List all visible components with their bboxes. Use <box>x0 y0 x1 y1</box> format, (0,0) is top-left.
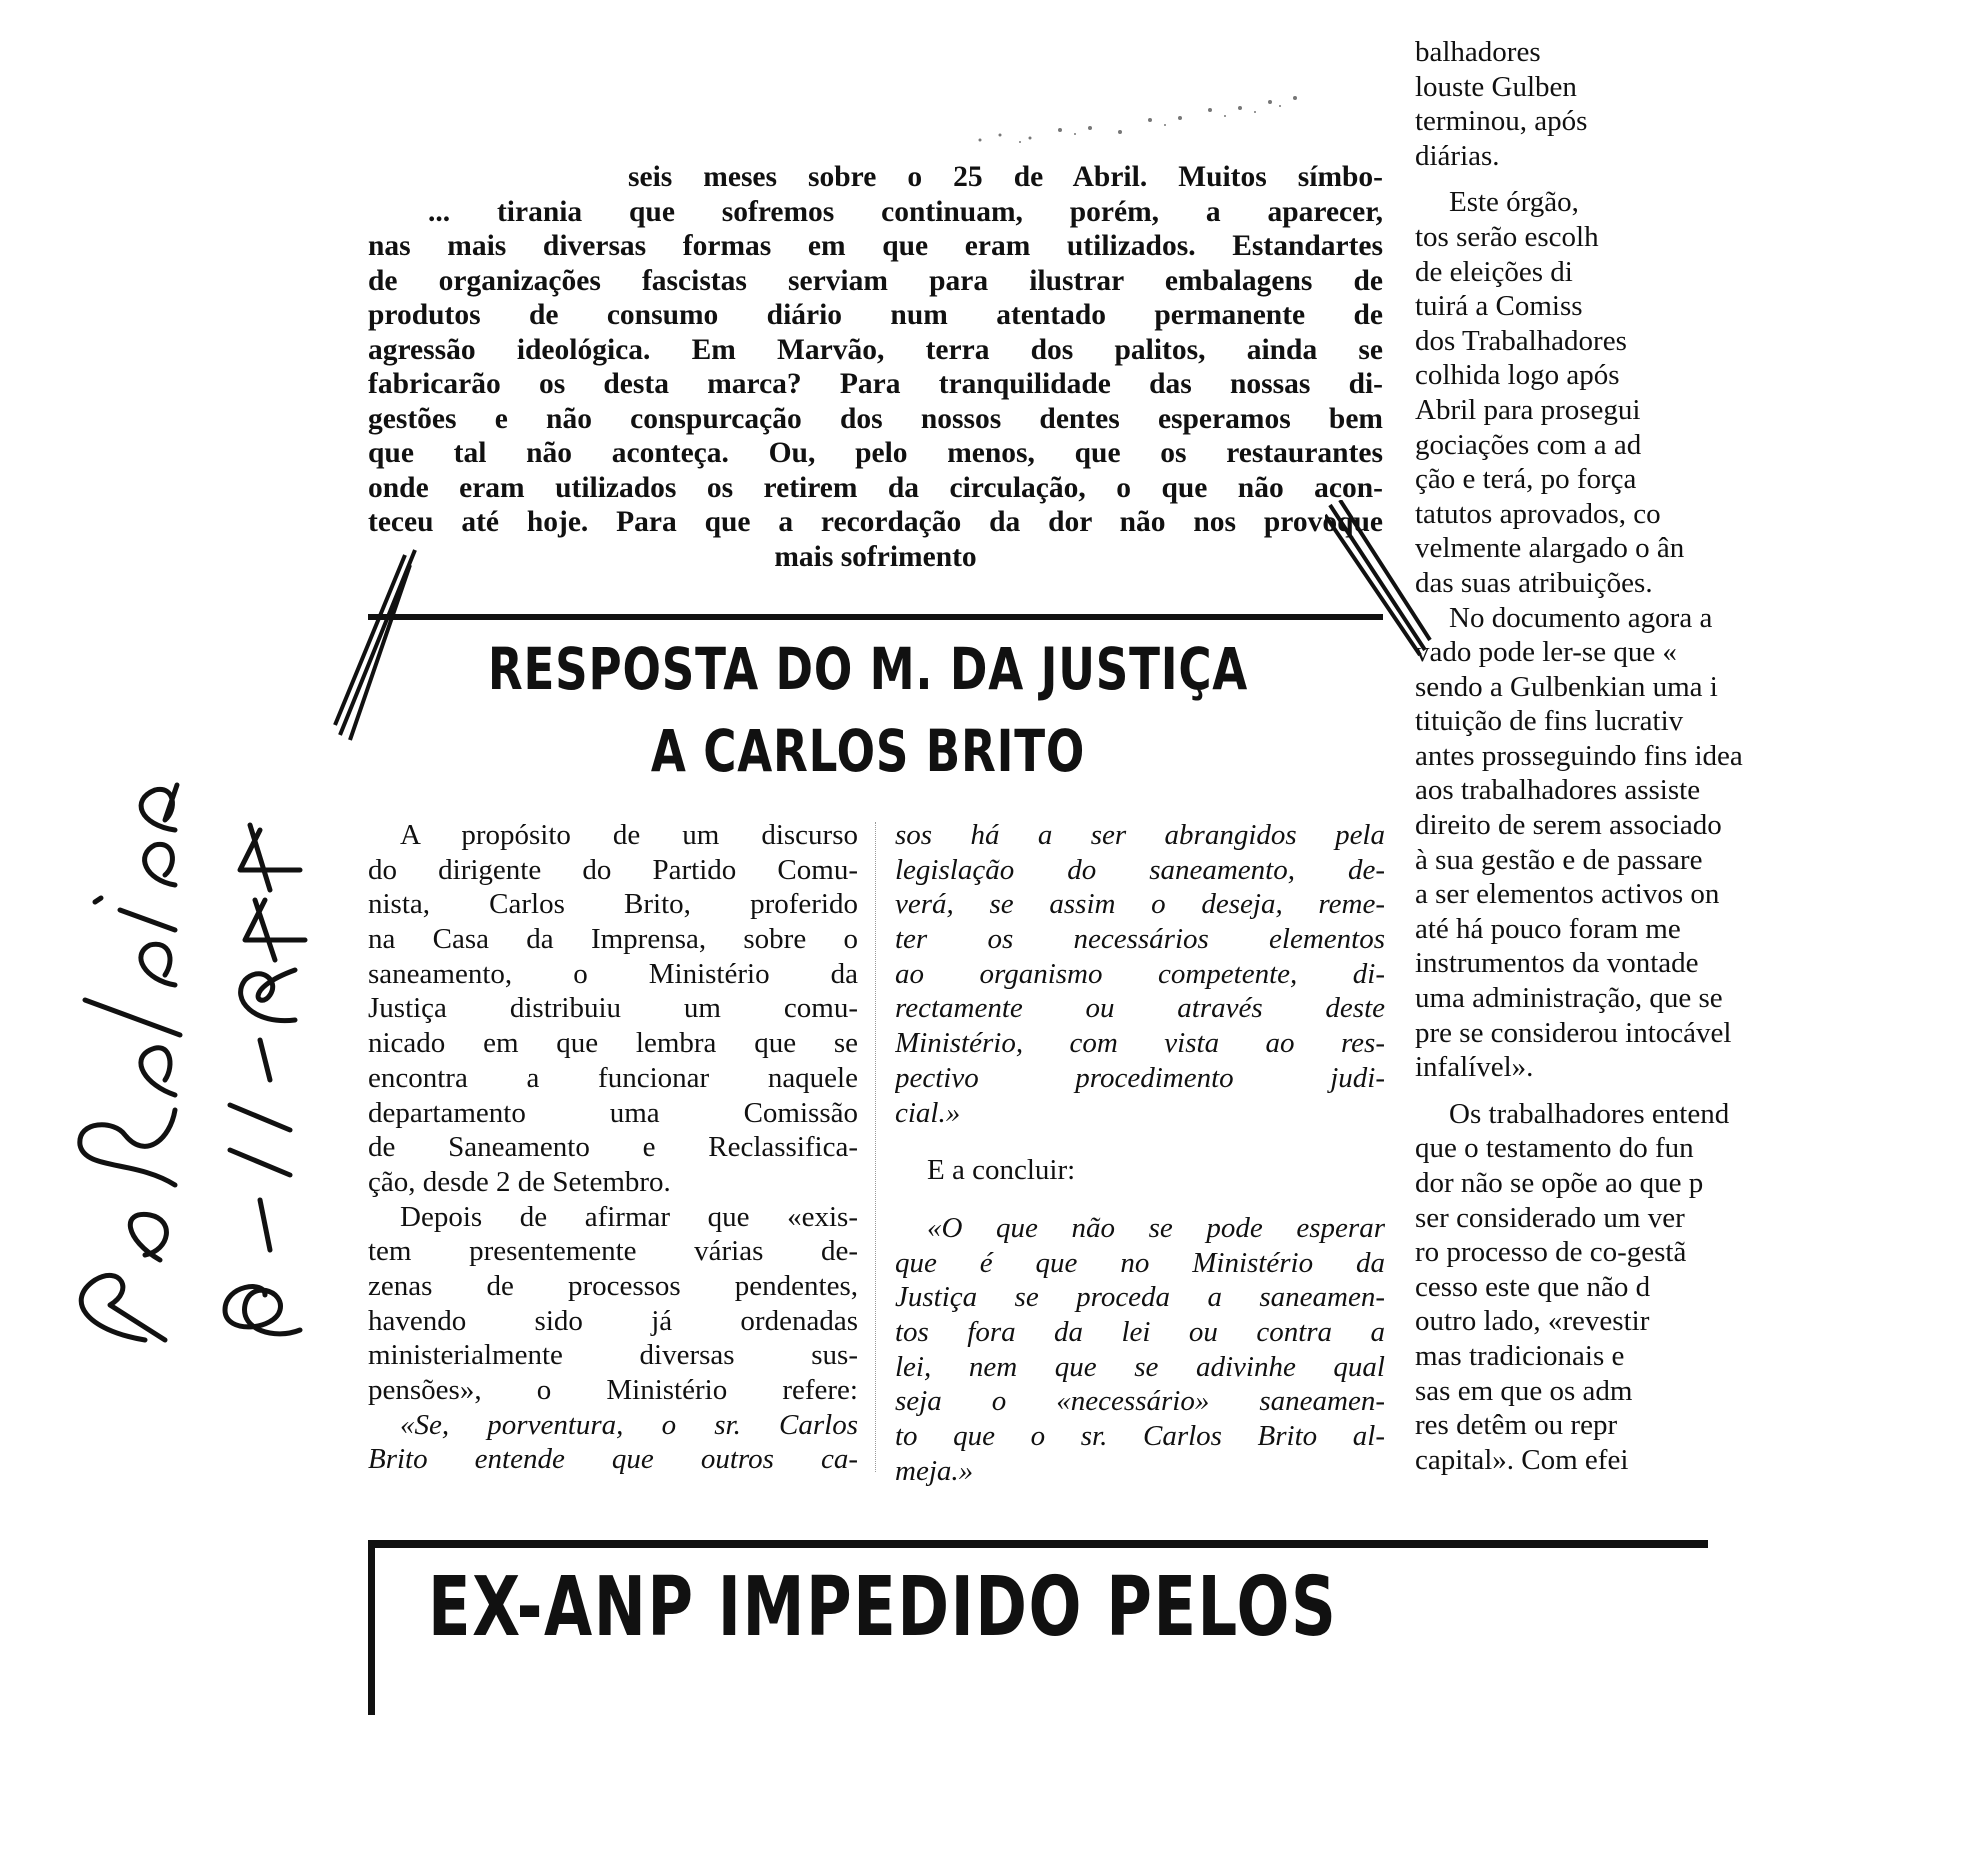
headline-line-1: RESPOSTA DO M. DA JUSTIÇA <box>487 635 1249 703</box>
article-line: Justiça se proceda a saneamen- <box>895 1281 1385 1314</box>
article-line: zenas de processos pendentes, <box>368 1269 858 1302</box>
top-article <box>368 160 1383 574</box>
top-article-line: nas mais diversas formas em que eram utilizados. Estandartes <box>368 230 1383 262</box>
right-column-line: das suas atribuições. <box>1415 566 1653 599</box>
right-column-line: Abril para prosegui <box>1415 393 1641 426</box>
column-divider <box>875 822 876 1472</box>
article-line: legislação do saneamento, de- <box>895 853 1385 886</box>
right-column-line: tos serão escolh <box>1415 220 1599 253</box>
article-line: Depois de afirmar que «exis- <box>400 1200 858 1233</box>
top-article-line: agressão ideológica. Em Marvão, terra dos palitos, ainda se <box>368 333 1383 366</box>
article-line: to que o sr. Carlos Brito al- <box>895 1420 1385 1452</box>
top-article-line: teceu até hoje. Para que a recordação da dor não nos provoque <box>368 506 1383 538</box>
article-line: tos fora da lei ou contra a <box>895 1315 1385 1348</box>
bottom-section-vertical-rule <box>368 1540 375 1715</box>
right-column-line: a ser elementos activos on <box>1415 878 1720 911</box>
article-line: encontra a funcionar naquele <box>368 1061 858 1094</box>
article-line: ministerialmente diversas sus- <box>368 1339 858 1372</box>
article-line: sos há a ser abrangidos pela <box>895 819 1385 851</box>
right-column-line: res detêm ou repr <box>1415 1409 1618 1442</box>
right-column-line: até há pouco foram me <box>1415 912 1681 945</box>
bottom-headline <box>428 1560 1625 1655</box>
top-article-line: ... tirania que sofremos continuam, porém, a aparecer, <box>428 195 1383 228</box>
top-article-line: que tal não aconteça. Ou, pelo menos, que os restaurantes <box>368 437 1383 469</box>
right-column-line: Este órgão, <box>1449 186 1579 219</box>
article-line: «Se, porventura, o sr. Carlos <box>400 1408 858 1441</box>
top-article-line: gestões e não conspurcação dos nossos dentes esperamos bem <box>368 402 1383 435</box>
article-column-middle <box>895 818 1385 1488</box>
article-line: meja.» <box>895 1454 974 1487</box>
right-column-line: sendo a Gulbenkian uma i <box>1415 670 1718 703</box>
bottom-headline-text: EX-ANP IMPEDIDO PELOS <box>428 1560 1338 1655</box>
article-line: nicado em que lembra que se <box>368 1027 858 1060</box>
right-column-line: colhida logo após <box>1415 359 1620 392</box>
article-line: saneamento, o Ministério da <box>368 957 858 990</box>
top-article-line: mais sofrimento <box>774 540 977 573</box>
right-column-line: outro lado, «revestir <box>1415 1305 1650 1338</box>
right-column-line: que o testamento do fun <box>1415 1132 1694 1165</box>
article-line: nista, Carlos Brito, proferido <box>368 888 858 921</box>
right-column-line: diárias. <box>1415 139 1500 172</box>
right-column-line: No documento agora a <box>1449 601 1713 634</box>
right-column-line: direito de serem associado <box>1415 809 1722 842</box>
article-line: rectamente ou através deste <box>895 992 1385 1025</box>
right-column-article <box>1415 35 1895 1477</box>
right-column-line: pre se considerou intocável <box>1415 1016 1732 1049</box>
article-line: seja o «necessário» saneamen- <box>895 1385 1385 1418</box>
right-column-line: tituição de fins lucrativ <box>1415 705 1684 738</box>
right-column-line: capital». Com efei <box>1415 1443 1629 1476</box>
article-line: lei, nem que se adivinhe qual <box>895 1350 1385 1383</box>
right-column-line: terminou, após <box>1415 105 1588 138</box>
right-column-line: ção e terá, po força <box>1415 463 1637 496</box>
article-line: «O que não se pode esperar <box>927 1211 1385 1244</box>
top-article-line: de organizações fascistas serviam para ilustrar embalagens de <box>368 264 1383 297</box>
headline-line-2: A CARLOS BRITO <box>650 717 1086 785</box>
article-line: Brito entende que outros ca- <box>368 1443 858 1476</box>
top-article-line: fabricarão os desta marca? Para tranquilidade das nossas di- <box>368 368 1383 400</box>
right-column-line: velmente alargado o ân <box>1415 532 1685 565</box>
handwritten-annotation <box>25 640 335 1360</box>
print-speckle <box>960 90 1320 150</box>
right-column-line: mas tradicionais e <box>1415 1339 1625 1372</box>
article-line: pectivo procedimento judi- <box>895 1061 1385 1094</box>
article-line: Justiça distribuiu um comu- <box>368 992 858 1025</box>
article-line: cial.» <box>895 1096 961 1129</box>
right-column-line: de eleições di <box>1415 255 1573 288</box>
right-column-line: tuirá a Comiss <box>1415 290 1583 323</box>
article-line: tem presentemente várias de- <box>368 1235 858 1268</box>
right-column-line: cesso este que não d <box>1415 1270 1651 1303</box>
right-column-line: louste Gulben <box>1415 70 1577 103</box>
article-column-left <box>368 818 858 1477</box>
bottom-section-rule <box>368 1540 1708 1548</box>
right-column-line: infalível». <box>1415 1051 1534 1084</box>
article-line: havendo sido já ordenadas <box>368 1304 858 1337</box>
article-line: do dirigente do Partido Comu- <box>368 853 858 886</box>
right-column-line: Os trabalhadores entend <box>1449 1097 1730 1130</box>
pen-stroke-mark <box>1325 500 1435 660</box>
article-line: A propósito de um discurso <box>400 819 858 851</box>
article-line: pensões», o Ministério refere: <box>368 1374 858 1406</box>
top-article-line: produtos de consumo diário num atentado permanente de <box>368 299 1383 331</box>
article-line: E a concluir: <box>927 1154 1076 1187</box>
article-line: que é que no Ministério da <box>895 1246 1385 1279</box>
right-column-line: aos trabalhadores assiste <box>1415 774 1701 807</box>
right-column-line: uma administração, que se <box>1415 982 1723 1015</box>
right-column-line: ro processo de co-gestã <box>1415 1236 1687 1269</box>
right-column-line: sas em que os adm <box>1415 1374 1633 1407</box>
top-article-line: onde eram utilizados os retirem da circulação, o que não acon- <box>368 471 1383 504</box>
pen-stroke-mark <box>330 545 420 745</box>
right-column-line: gociações com a ad <box>1415 428 1642 461</box>
top-article-line: seis meses sobre o 25 de Abril. Muitos símbo- <box>628 161 1383 193</box>
right-column-line: balhadores <box>1415 36 1541 68</box>
article-line: verá, se assim o deseja, reme- <box>895 888 1385 921</box>
right-column-line: ser considerado um ver <box>1415 1201 1685 1234</box>
headline <box>368 628 1368 792</box>
right-column-line: antes prosseguindo fins idea <box>1415 739 1743 772</box>
right-column-line: à sua gestão e de passare <box>1415 843 1703 876</box>
article-line: ter os necessários elementos <box>895 923 1385 956</box>
right-column-line: tatutos aprovados, co <box>1415 497 1661 530</box>
article-line: na Casa da Imprensa, sobre o <box>368 923 858 956</box>
article-line: de Saneamento e Reclassifica- <box>368 1131 858 1164</box>
article-line: departamento uma Comissão <box>368 1096 858 1129</box>
right-column-line: vado pode ler-se que « <box>1415 636 1677 669</box>
article-line: ao organismo competente, di- <box>895 957 1385 990</box>
section-divider <box>368 614 1383 620</box>
right-column-line: instrumentos da vontade <box>1415 947 1699 980</box>
article-line: ção, desde 2 de Setembro. <box>368 1165 671 1198</box>
right-column-line: dor não se opõe ao que p <box>1415 1167 1704 1199</box>
right-column-line: dos Trabalhadores <box>1415 324 1627 357</box>
article-line: Ministério, com vista ao res- <box>895 1027 1385 1060</box>
